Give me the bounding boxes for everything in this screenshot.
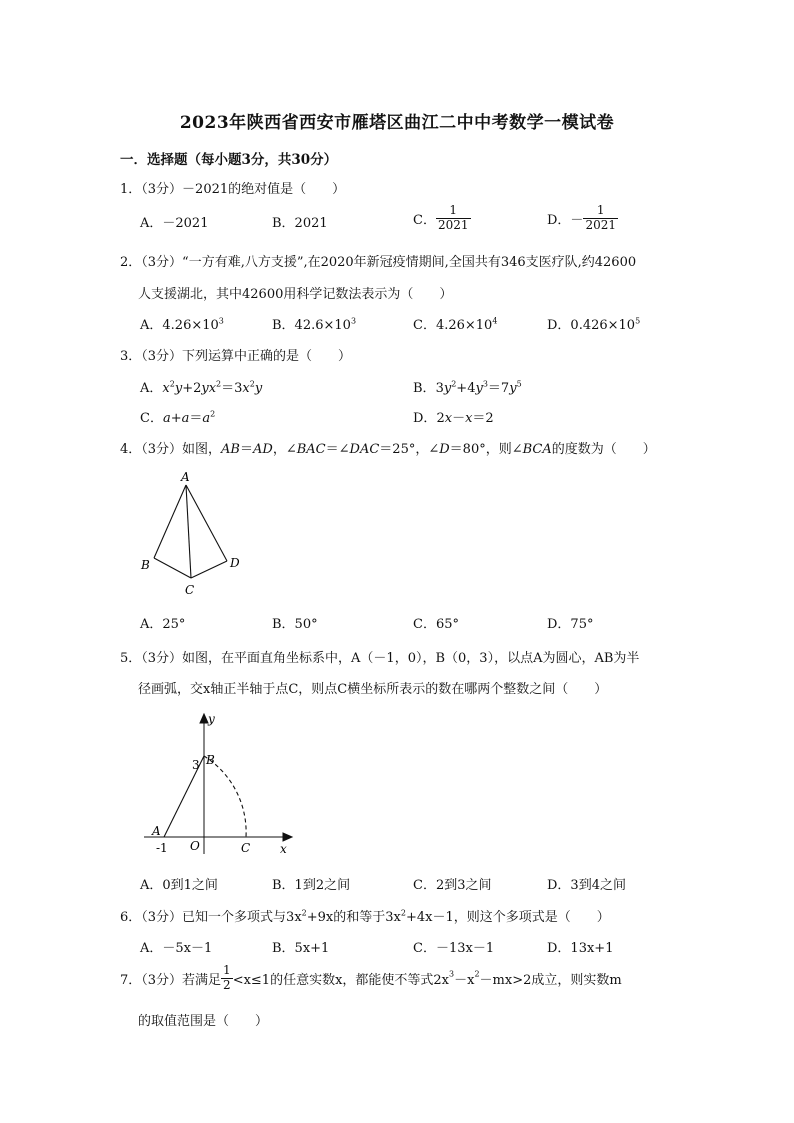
q2-option-a: A．$4.26\times 10^3$	[140, 316, 224, 333]
label-d: D	[230, 556, 240, 570]
q1-option-c: C． $\frac{1}{2021}$	[413, 203, 469, 232]
q1-option-a: A．－2021	[140, 216, 209, 231]
question-5-line-1: 5．（3分）如图，在平面直角坐标系中，A（－1，0），B（0，3），以点A为圆心，AB为半	[120, 651, 640, 666]
segment-ab	[154, 485, 186, 558]
segment-cd	[191, 561, 227, 578]
q5-option-a: A．0到1之间	[140, 878, 218, 893]
fraction: $\frac{1}{2021}$	[437, 203, 469, 232]
x-axis-arrow	[283, 833, 292, 841]
section-heading: 一．选择题（每小题3分，共30分）	[120, 152, 338, 168]
q1-option-d: D．－ $\frac{1}{2021}$	[547, 203, 616, 232]
tick-label-3: 3	[192, 758, 200, 772]
question-2-line-2: 人支援湖北，其中42600用科学记数法表示为（ ）	[138, 287, 453, 302]
q3-option-c: C．$a+a=a^2$	[140, 409, 216, 426]
segment-ad	[186, 485, 227, 561]
segment-bc	[154, 558, 191, 578]
label-a: A	[152, 824, 161, 838]
q5-option-d: D．3到4之间	[547, 878, 626, 893]
question-7-line-2: 的取值范围是（ ）	[138, 1014, 269, 1029]
q5-option-c: C．2到3之间	[413, 878, 492, 893]
q3-option-a: A．$x^2y+2yx^2=3x^2y$	[140, 379, 263, 396]
q2-option-d: D．$0.426\times 10^5$	[547, 316, 641, 333]
question-4-stem: 4．（3分）如图，AB＝AD，∠BAC＝∠DAC＝25°，∠D＝80°，则∠BCA的度数为（ ）	[120, 442, 656, 457]
question-3-stem: 3．（3分）下列运算中正确的是（ ）	[120, 349, 352, 364]
y-axis-arrow	[200, 714, 208, 723]
question-2-line-1: 2．（3分）“一方有难,八方支援”,在2020年新冠疫情期间,全国共有346支医疗队,约42600	[120, 255, 637, 270]
q1-option-b: B．2021	[272, 216, 328, 231]
label-c: C	[185, 583, 195, 597]
fraction: $\frac{1}{2021}$	[585, 203, 616, 232]
q4-option-d: D．75°	[547, 617, 594, 632]
label-b: B	[141, 558, 150, 572]
q2-option-c: C．$4.26\times 10^4$	[413, 316, 498, 333]
label-o: O	[190, 839, 200, 853]
dashed-arc	[204, 756, 246, 837]
q5-option-b: B．1到2之间	[272, 878, 351, 893]
label-a: A	[181, 470, 190, 484]
q4-option-a: A．25°	[140, 617, 186, 632]
q6-option-b: B．5x+1	[272, 941, 330, 956]
question-6-stem: 6．（3分）已知一个多项式与$3x^2+9x$的和等于$3x^2+4x-1$，则这个多项式是（ ）	[120, 908, 610, 925]
coordinate-figure	[140, 706, 300, 858]
axis-label-y: y	[208, 712, 215, 726]
q4-option-c: C．65°	[413, 617, 459, 632]
tick-label-neg1: -1	[156, 841, 168, 855]
segment-ac	[186, 485, 191, 578]
q6-option-d: D．13x+1	[547, 941, 614, 956]
page-title: 2023年陕西省西安市雁塔区曲江二中中考数学一模试卷	[179, 113, 615, 133]
q3-option-d: D．2x－x＝2	[413, 411, 494, 426]
question-7-line-1: 7．（3分）若满足 $\frac{1}{2}$ <x≤1的任意实数x，都能使不等式$2x^3-x^2-mx>2$成立，则实数m	[120, 963, 622, 992]
label-c: C	[241, 841, 251, 855]
q3-option-b: B．$3y^2+4y^3=7y^5$	[413, 379, 522, 396]
kite-figure	[135, 468, 255, 600]
q2-option-b: B．$42.6\times 10^3$	[272, 316, 357, 333]
q6-option-a: A．－5x－1	[140, 941, 213, 956]
question-1-stem: 1．（3分）－2021的绝对值是（ ）	[120, 182, 346, 197]
fraction-one-half: $\frac{1}{2}$	[223, 963, 231, 992]
axis-label-x: x	[280, 842, 287, 856]
label-b: B	[206, 753, 215, 767]
question-5-line-2: 径画弧，交x轴正半轴于点C，则点C横坐标所表示的数在哪两个整数之间（ ）	[138, 682, 608, 697]
q6-option-c: C．－13x－1	[413, 941, 495, 956]
q4-option-b: B．50°	[272, 617, 318, 632]
